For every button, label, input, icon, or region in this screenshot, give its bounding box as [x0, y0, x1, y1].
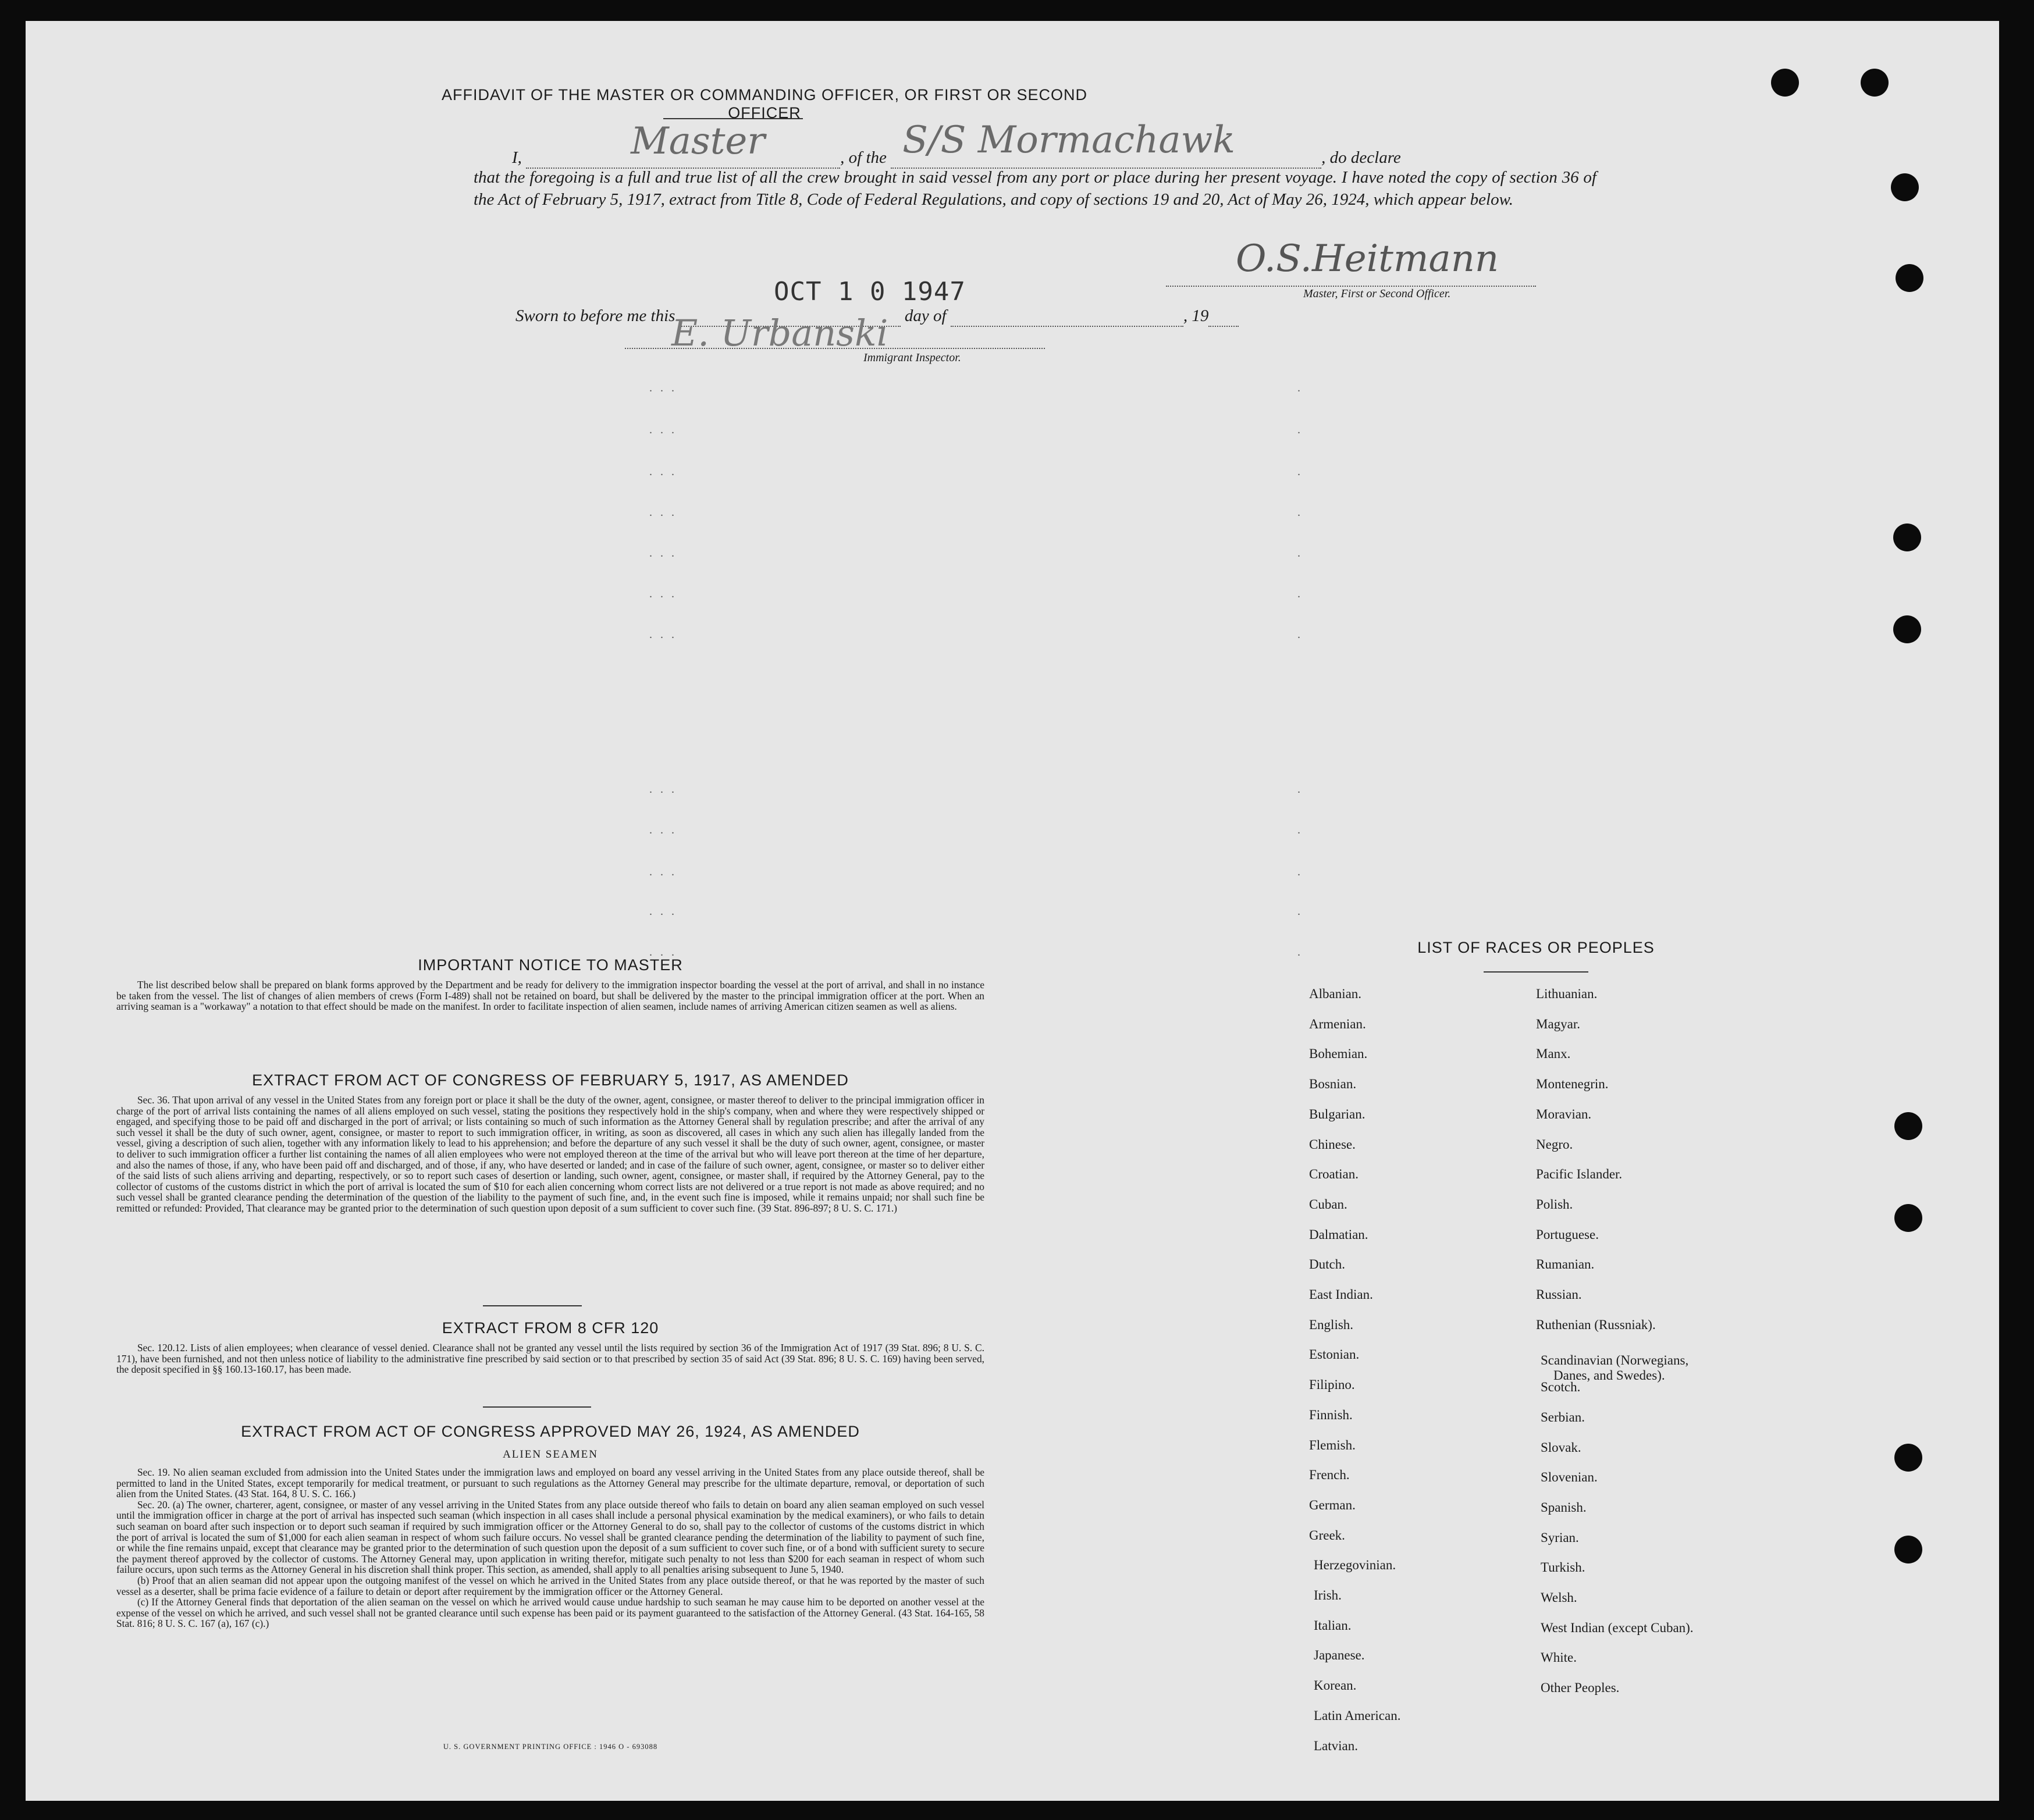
races-column-1 — [1309, 986, 1519, 1789]
race-item: Ruthenian (Russniak). — [1536, 1317, 1656, 1332]
form-page: AFFIDAVIT OF THE MASTER OR COMMANDING OFFICER, OR FIRST OR SECOND OFFICER I, Master , of the S/S Mormachawk , do declare that the foregoing is a full and true list of all the crew brought in said vessel from any port or place during her present voyage. I have noted the copy of section 36 of the Act of February 5, 1917, extract from Title 8, Code of Federal Regulations, and copy of sections 19 and 20, Act of May 26, 1924, which appear below. O.S.Heitmann Master, First or Second Officer. Sworn to before me this day of , 19 OCT 1 0 1947 E. Urbanski Immigrant Inspector. ... ... ... ... ... ... ... ... ... ... ... ... . . . . . . . . . . . . IMPORTANT NOTICE TO MASTER The list described below shall be prepared on blank forms approved by the Department and be ready for delivery to the immigration inspector boarding the vessel at the port of arrival, and shall in no instance be taken from the vessel. The list of changes of alien members of crews (Form I-489) shall not be retained on board, but shall be delivered by the master to the principal immigration officer at the port. When an arriving seaman is a "workaway" a notation to that effect should be made on the manifest. In order to facilitate inspection of alien seamen, include names of arriving American citizen seamen as well as aliens. EXTRACT FROM ACT OF CONGRESS OF FEBRUARY 5, 1917, AS AMENDED Sec. 36. That upon arrival of any vessel in the United States from any foreign port or place it shall be the duty of the owner, agent, consignee, or master thereof to deliver to the principal immigration officer in charge of the port of arrival lists containing the names of all aliens employed on such vessel, stating the positions they respectively hold in the ship's company, when and where they were respectively shipped or engaged, and specifying those to be paid off and discharged in the port of arrival; or lists containing so much of such information as the Attorney General shall by regulation prescribe; and after the arrival of any such vessel it shall be the duty of such owner, agent, consignee, or master to report to such immigration officer, in writing, as soon as discovered, all cases in which any such alien has illegally landed from the vessel, giving a description of such alien, together with any information likely to lead to his apprehension; and before the departure of any such vessel it shall be the duty of such owner, agent, consignee, or master to deliver to such immigration officer a further list containing the names of all alien employees who were not employed thereon at the time of the arrival but who will leave port thereon at the time of her departure, and also the names of those, if any, who have been paid off and discharged, and of those, if any, who have deserted or landed; and in case of the failure of such owner, agent, consignee, or master so to deliver either of the said lists of such aliens arriving and departing, respectively, or so to report such cases of desertion or landing, such owner, agent, consignee, or master shall, if required by the Attorney General, pay to the collector of customs of the customs district in which the port of arrival is located the sum of $10 for each alien concerning whom correct lists are not delivered or a true report is not made as above required; and no such vessel shall be granted clearance pending the determination of the question of the liability to the payment of such fine, and, in the event such fine is imposed, while it remains unpaid; nor shall such fine be remitted or refunded: Provided, That clearance may be granted prior to the determination of such question upon deposit of a sum sufficient to cover such fine. (39 Stat. 896-897; 8 U. S. C. 171.) EXTRACT FROM 8 CFR 120 Sec. 120.12. Lists of alien employees; when clearance of vessel denied. Clearance shall not be granted any vessel until the lists required by section 36 of the Immigration Act of 1917 (39 Stat. 896; 8 U. S. C. 171), have been furnished, and not then unless notice of liability to the administrative fine prescribed by said section or to that prescribed by section 35 of said Act (39 Stat. 896; 8 U. S. C. 169) having been served, the deposit specified in §§ 160.13-160.17, has been made. EXTRACT FROM ACT OF CONGRESS APPROVED MAY 26, 1924, AS AMENDED ALIEN SEAMEN Sec. 19. No alien seaman excluded from admission into the United States under the immigration laws and employed on board any vessel arriving in the United States from any place outside thereof, shall be permitted to land in the United States, except temporarily for medical treatment, or pursuant to such regulations as the Attorney General may prescribe for the ultimate departure, removal, or deportation of such alien from the United States. (43 Stat. 164, 8 U. S. C. 166.) Sec. 20. (a) The owner, charterer, agent, consignee, or master of any vessel arriving in the United States from any place outside thereof who fails to detain on board any alien seaman employed on such vessel until the immigration officer in charge at the port of arrival has inspected such seaman (which inspection in all cases shall include a personal physical examination by the medical examiners), or who fails to detain such seaman on board after such inspection or to deport such seaman if required by such immigration officer or the Attorney General to do so, shall pay to the collector of customs of the customs district in which the port of arrival is located the sum of $1,000 for each alien seaman in respect of whom such failure occurs. No vessel shall be granted clearance pending the determination of the liability to payment of such fine, or while the fine remains unpaid, except that clearance may be granted prior to the determination of such question upon the deposit of a sum sufficient to cover such fine, or of a bond with sufficient surety to secure the payment thereof approved by the collector of customs. The Attorney General may, upon application in writing therefor, mitigate such penalty to not less than $200 for each seaman in respect of whom such failure occurs, upon such terms as the Attorney General in his discretion shall think proper. This section, as amended, shall apply to all penalties arising subsequent to June 5, 1940. (b) Proof that an alien seaman did not appear upon the outgoing manifest of the vessel on which he arrived in the United States from any place outside thereof, or that he was reported by the master of such vessel as a deserter, shall be prima facie evidence of a failure to detain or deport after requirement by the immigration officer or the Attorney General. (c) If the Attorney General finds that deportation of the alien seaman on the vessel on which he arrived would cause undue hardship to such seaman he may cause him to be deported on another vessel at the expense of the vessel on which he arrived, and such vessel shall not be granted clearance until such expense has been paid or its payment guaranteed to the satisfaction of the Attorney General. (43 Stat. 164-165, 58 Stat. 816; 8 U. S. C. 167 (a), 167 (c).) U. S. GOVERNMENT PRINTING OFFICE : 1946 O - 693088 LIST OF RACES OR PEOPLES Albanian. Armenian. Bohemian. Bosnian. Bulgarian. Chinese. Croatian. Cuban. Dalmatian. Dutch. East Indian. English. Estonian. Filipino. Finnish. Flemish. French. German. Greek. Herzegovinian. Irish. Italian. Japanese. Korean. Latin American. Latvian. Lithuanian. Magyar. Manx. Montenegrin. Moravian. Negro. Pacific Islander. Polish. Portuguese. Rumanian. Russian. Ruthenian (Russniak). Scandinavian (Norwegians, Danes, and Swedes). Scotch. Serbian. Slovak. Slovenian. Spanish. Syrian. Turkish. Welsh. West Indian (except Cuban). White. Other Peoples. — [26, 21, 1999, 1801]
extract-cfr-paragraph: Sec. 120.12. Lists of alien employees; when clearance of vessel denied. Clearance shall not be granted any vessel until the lists required by section 36 of the Immigration Act of 1917 (39 Stat. 896; 8 U. S. C. 171), have been furnished, and not then unless notice of liability to the administrative fine prescribed by said section or to that prescribed by section 35 of said Act (39 Stat. 896; 8 U. S. C. 169) having been served, the deposit specified in §§ 160.13-160.17, has been made. — [116, 1342, 984, 1376]
race-item: Montenegrin. — [1536, 1077, 1609, 1091]
title-rule — [663, 118, 803, 119]
race-item: Armenian. — [1309, 1017, 1366, 1031]
inspector-label: Immigrant Inspector. — [863, 351, 961, 364]
extract-1924-sec20c: (c) If the Attorney General finds that deportation of the alien seaman on the vessel on which he arrived would cause undue hardship to such seaman he may cause him to be deported on another vessel at the expense of the vessel on which he arrived, and such vessel shall not be granted clearance until such expense has been paid or its payment guaranteed to the satisfaction of the Attorney General. (43 Stat. 164-165, 58 Stat. 816; 8 U. S. C. 167 (a), 167 (c).) — [116, 1596, 984, 1630]
divider-rule — [483, 1305, 582, 1306]
races-rule — [1484, 971, 1588, 973]
declaration-suffix: , do declare — [1321, 148, 1401, 167]
race-item: Magyar. — [1536, 1017, 1581, 1031]
master-signature-line — [1166, 286, 1536, 287]
date-stamp: OCT 1 0 1947 — [774, 277, 966, 307]
race-item: Scandinavian (Norwegians, — [1541, 1353, 1689, 1367]
divider-rule — [483, 1406, 591, 1408]
binder-hole — [1894, 1444, 1922, 1472]
declaration-mid: , of the — [840, 148, 887, 167]
race-item: Slovak. — [1541, 1440, 1581, 1455]
title-fill — [526, 120, 840, 169]
sworn-day-of: day of — [904, 307, 947, 325]
race-item: Turkish. — [1541, 1560, 1585, 1575]
race-item: Manx. — [1536, 1046, 1571, 1061]
race-item: Other Peoples. — [1541, 1680, 1620, 1695]
race-item: Estonian. — [1309, 1347, 1360, 1362]
race-item: East Indian. — [1309, 1287, 1373, 1302]
race-item: Rumanian. — [1536, 1257, 1595, 1271]
binder-hole — [1894, 1112, 1922, 1140]
extract-cfr-text — [116, 1342, 984, 1375]
race-item: Japanese. — [1314, 1648, 1365, 1662]
race-item: Filipino. — [1309, 1377, 1355, 1392]
race-item: Herzegovinian. — [1314, 1558, 1396, 1572]
binder-hole — [1771, 69, 1799, 97]
vessel-fill — [891, 119, 1321, 169]
affidavit-title: AFFIDAVIT OF THE MASTER OR COMMANDING OFFICER, OR FIRST OR SECOND OFFICER — [441, 86, 1088, 122]
extract-1924-text — [116, 1467, 984, 1629]
race-item: Pacific Islander. — [1536, 1167, 1623, 1181]
race-item: Finnish. — [1309, 1408, 1353, 1422]
extract-cfr-title: EXTRACT FROM 8 CFR 120 — [442, 1319, 659, 1337]
binder-hole — [1893, 615, 1921, 643]
race-item: Welsh. — [1541, 1590, 1577, 1605]
race-item: Lithuanian. — [1536, 986, 1598, 1001]
master-signature: O.S.Heitmann — [1236, 237, 1499, 280]
race-item: Greek. — [1309, 1528, 1345, 1543]
race-item: French. — [1309, 1468, 1350, 1482]
race-item: Croatian. — [1309, 1167, 1359, 1181]
race-item: Negro. — [1536, 1137, 1573, 1152]
handwritten-title: Master — [631, 120, 765, 163]
binder-hole — [1894, 1204, 1922, 1232]
race-item: Irish. — [1314, 1588, 1342, 1602]
sworn-month-fill — [951, 306, 1183, 327]
race-item: West Indian (except Cuban). — [1541, 1620, 1694, 1635]
race-item: Russian. — [1536, 1287, 1582, 1302]
race-item: Dutch. — [1309, 1257, 1345, 1271]
extract-1924-title: EXTRACT FROM ACT OF CONGRESS APPROVED MAY 26, 1924, AS AMENDED — [241, 1423, 860, 1440]
races-title: LIST OF RACES OR PEOPLES — [1417, 939, 1655, 956]
declaration-line — [512, 119, 1401, 169]
sworn-year-fill — [1208, 306, 1239, 327]
race-item: Dalmatian. — [1309, 1227, 1368, 1242]
master-label: Master, First or Second Officer. — [1303, 287, 1451, 300]
races-column-2 — [1536, 986, 1780, 1789]
binder-hole — [1891, 173, 1919, 201]
binder-hole — [1894, 1536, 1922, 1563]
sworn-year: , 19 — [1183, 307, 1209, 325]
race-item: German. — [1309, 1498, 1356, 1512]
race-item: Bosnian. — [1309, 1077, 1357, 1091]
printing-office-line: U. S. GOVERNMENT PRINTING OFFICE : 1946 O - 693088 — [443, 1743, 658, 1751]
race-item: Latin American. — [1314, 1708, 1401, 1723]
inspector-signature: E. Urbanski — [671, 312, 888, 354]
race-item: Syrian. — [1541, 1530, 1579, 1545]
race-item: Bohemian. — [1309, 1046, 1368, 1061]
sworn-prefix: Sworn to before me this — [515, 307, 675, 325]
race-item: Bulgarian. — [1309, 1107, 1366, 1121]
handwritten-vessel: S/S Mormachawk — [902, 119, 1236, 162]
binder-hole — [1896, 264, 1923, 292]
extract-1924-sec19: Sec. 19. No alien seaman excluded from admission into the United States under the immigration laws and employed on board any vessel arriving in the United States from any place outside thereof, shall be permitted to land in the United States, except temporarily for medical treatment, or pursuant to such regulations as the Attorney General may prescribe for the ultimate departure, removal, or deportation of such alien from the United States. (43 Stat. 164, 8 U. S. C. 166.) — [116, 1466, 984, 1500]
important-notice-text — [116, 980, 984, 1012]
extract-1917-title: EXTRACT FROM ACT OF CONGRESS OF FEBRUARY 5, 1917, AS AMENDED — [252, 1071, 849, 1089]
race-item: Italian. — [1314, 1618, 1352, 1633]
extract-1924-sec20a: Sec. 20. (a) The owner, charterer, agent, consignee, or master of any vessel arriving in the United States from any place outside thereof who fails to detain on board any alien seaman employed on such vessel until the immigration officer in charge at the port of arrival has inspected such seaman (which inspection in all cases shall include a personal physical examination by the medical examiners), or who fails to detain such seaman on board after such inspection or to deport such seaman if required by such immigration officer or the Attorney General to do so, shall pay to the collector of customs of the customs district in which the port of arrival is located the sum of $1,000 for each alien seaman in respect of whom such failure occurs. No vessel shall be granted clearance pending the determination of the liability to payment of such fine, or while the fine remains unpaid, except that clearance may be granted prior to the determination of such question upon the deposit of a sum sufficient to cover such fine, or of a bond with sufficient surety to secure the payment thereof approved by the collector of customs. The Attorney General may, upon application in writing therefor, mitigate such penalty to not less than $200 for each seaman in respect of whom such failure occurs, upon such terms as the Attorney General in his discretion shall think proper. This section, as amended, shall apply to all penalties arising subsequent to June 5, 1940. — [116, 1498, 984, 1576]
race-item: White. — [1541, 1650, 1577, 1665]
extract-1917-text — [116, 1095, 984, 1214]
race-item: Korean. — [1314, 1678, 1357, 1693]
race-item: Danes, and Swedes). — [1553, 1368, 1665, 1383]
race-item: Scotch. — [1541, 1380, 1581, 1394]
race-item: Moravian. — [1536, 1107, 1592, 1121]
important-notice-paragraph: The list described below shall be prepared on blank forms approved by the Department and be ready for delivery to the immigration inspector boarding the vessel at the port of arrival, and shall in no instance be taken from the vessel. The list of changes of alien members of crews (Form I-489) shall not be retained on board, but shall be delivered by the master to the principal immigration officer at the port. When an arriving seaman is a "workaway" a notation to that effect should be made on the manifest. In order to facilitate inspection of alien seamen, include names of arriving American citizen seamen as well as aliens. — [116, 979, 984, 1013]
binder-hole — [1893, 523, 1921, 551]
race-item: Polish. — [1536, 1197, 1573, 1212]
binder-hole — [1861, 69, 1889, 97]
race-item: English. — [1309, 1317, 1354, 1332]
extract-1924-subtitle: ALIEN SEAMEN — [503, 1448, 598, 1461]
race-item: Latvian. — [1314, 1739, 1358, 1753]
race-item: Portuguese. — [1536, 1227, 1599, 1242]
race-item: Cuban. — [1309, 1197, 1347, 1212]
race-item: Chinese. — [1309, 1137, 1356, 1152]
extract-1924-sec20b: (b) Proof that an alien seaman did not appear upon the outgoing manifest of the vessel on which he arrived in the United States from any place outside thereof, or that he was reported by the master of such vessel as a deserter, shall be prima facie evidence of a failure to detain or deport after requirement by the immigration officer or the Attorney General. — [116, 1574, 984, 1597]
declaration-prefix: I, — [512, 148, 522, 167]
race-item: Spanish. — [1541, 1500, 1587, 1515]
extract-1917-paragraph: Sec. 36. That upon arrival of any vessel in the United States from any foreign port or place it shall be the duty of the owner, agent, consignee, or master thereof to deliver to the principal immigration officer in charge of the port of arrival lists containing the names of all aliens employed on such vessel, stating the positions they respectively hold in the ship's company, when and where they were respectively shipped or engaged, and specifying those to be paid off and discharged in the port of arrival; or lists containing so much of such information as the Attorney General shall by regulation prescribe; and after the arrival of any such vessel it shall be the duty of such owner, agent, consignee, or master to report to such immigration officer, in writing, as soon as discovered, all cases in which any such alien has illegally landed from the vessel, giving a description of such alien, together with any information likely to lead to his apprehension; and before the departure of any such vessel it shall be the duty of such owner, agent, consignee, or master to deliver to such immigration officer a further list containing the names of all alien employees who were not employed thereon at the time of the arrival but who will leave port thereon at the time of her departure, and also the names of those, if any, who have been paid off and discharged, and of those, if any, who have deserted or landed; and in case of the failure of such owner, agent, consignee, or master so to deliver either of the said lists of such aliens arriving and departing, respectively, or so to report such cases of desertion or landing, such owner, agent, consignee, or master shall, if required by the Attorney General, pay to the collector of customs of the customs district in which the port of arrival is located the sum of $10 for each alien concerning whom correct lists are not delivered or a true report is not made as above required; and no such vessel shall be granted clearance pending the determination of the question of the liability to the payment of such fine, and, in the event such fine is imposed, while it remains unpaid; nor shall such fine be remitted or refunded: Provided, That clearance may be granted prior to the determination of such question upon deposit of a sum sufficient to cover such fine. (39 Stat. 896-897; 8 U. S. C. 171.) — [116, 1094, 984, 1214]
race-item: Serbian. — [1541, 1410, 1585, 1424]
declaration-body: that the foregoing is a full and true list of all the crew brought in said vessel from any port or place during her present voyage. I have noted the copy of section 36 of the Act of February 5, 1917, extract from Title 8, Code of Federal Regulations, and copy of sections 19 and 20, Act of May 26, 1924, which appear below. — [474, 168, 1596, 209]
race-item: Albanian. — [1309, 986, 1362, 1001]
race-item: Slovenian. — [1541, 1470, 1598, 1484]
race-item: Flemish. — [1309, 1438, 1356, 1452]
important-notice-title: IMPORTANT NOTICE TO MASTER — [418, 956, 683, 974]
